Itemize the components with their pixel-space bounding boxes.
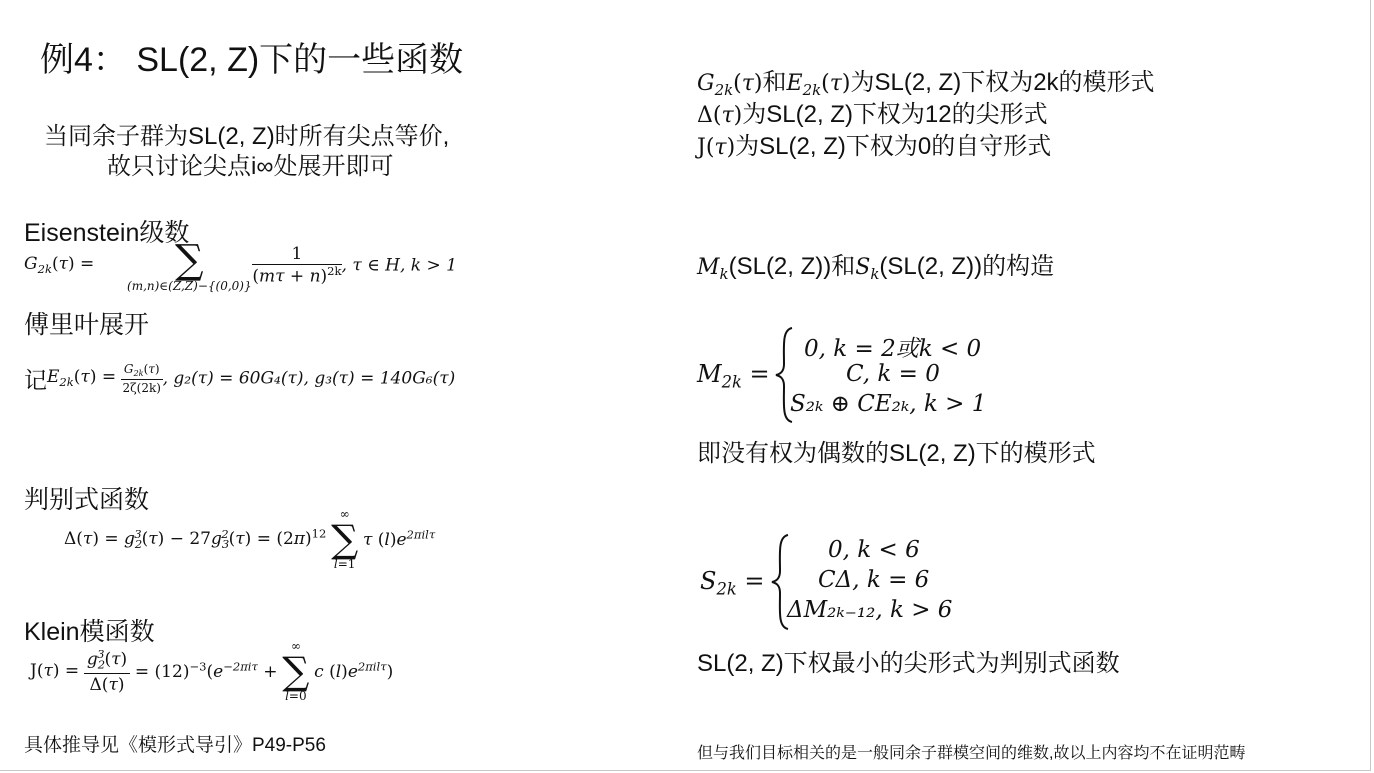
- construction-tail: (SL(2, Z))的构造: [879, 253, 1055, 280]
- klein-formula: J(τ) = $\frac{g_2^3(\tau)}{\Delta(\tau)}$ = $(12)^{-3}(e^{-2\pi i\tau}$ + ∞ ∑ l=0 c $(l)e^{2\pi il\tau}$): [30, 639, 394, 703]
- eisenstein-formula: $G_{2k}(\tau)$ = ∑ (m,n)∈(Z,Z)−{(0,0)} $\frac{1}{(m\tau + n)^{2k}}$ , τ ∈ H, k > 1: [24, 237, 457, 293]
- construction-heading: $M_k(SL(2$, Z))和$S_k(SL(2$, Z))的构造: [697, 253, 1055, 284]
- reference-note: 具体推导见《模形式导引》P49-P56: [24, 735, 326, 756]
- construction-mid: (SL(2, Z))和: [728, 253, 856, 280]
- right-line-1-mid: 和: [762, 69, 787, 96]
- m2k-case-3: S₂ₖ ⊕ CE₂ₖ, k > 1: [790, 391, 987, 417]
- eisenstein-heading: Eisenstein级数: [24, 219, 190, 247]
- right-line-3: J(τ)为SL(2, Z)下权为0的自守形式: [697, 133, 1052, 160]
- notation-formula: 记$E_{2k}(\tau)$ = $\frac{G_{2k}(\tau)}{2\zeta(2k)}$ , g₂(τ) = 60G₄(τ), g₃(τ) = 140G₆(τ): [24, 362, 456, 395]
- right-line-1-tail: 为SL(2, Z)下权为2k的模形式: [850, 69, 1155, 96]
- eisenstein-sum-limit: (m,n)∈(Z,Z)−{(0,0)}: [127, 279, 252, 293]
- s2k-note: SL(2, Z)下权最小的尖形式为判别式函数: [697, 650, 1120, 677]
- m2k-case-1: 0, k = 2或k < 0: [804, 336, 982, 362]
- discriminant-heading: 判别式函数: [24, 486, 150, 514]
- slide-title: 例4： SL(2, Z)下的一些函数: [40, 41, 464, 79]
- s2k-case-3: ΔM₂ₖ₋₁₂, k > 6: [787, 597, 953, 623]
- discriminant-formula: $\Delta(\tau) = g_2^3(\tau) - 27g_3^2(\tau) = (2\pi)^{12}$ ∞ ∑ l=1 τ $(l)e^{2\pi il\tau}$: [64, 507, 436, 571]
- right-line-2-tail: 为SL(2, Z)下权为12的尖形式: [742, 101, 1048, 128]
- right-line-2: Δ(τ)为SL(2, Z)下权为12的尖形式: [697, 101, 1048, 128]
- m2k-note: 即没有权为偶数的SL(2, Z)下的模形式: [697, 440, 1096, 467]
- notation-prefix: 记: [24, 367, 47, 393]
- right-line-1: $G_{2k}(\tau)$和$E_{2k}(\tau)$为SL(2, Z)下权为2k的模形式: [697, 69, 1155, 100]
- eisenstein-condition: , τ ∈ H, k > 1: [341, 255, 457, 276]
- klein-heading: Klein模函数: [24, 618, 155, 646]
- m2k-case-2: C, k = 0: [846, 361, 940, 387]
- right-line-3-tail: 为SL(2, Z)下权为0的自守形式: [735, 133, 1052, 160]
- fourier-heading: 傅里叶展开: [24, 311, 150, 339]
- notation-tail: , g₂(τ) = 60G₄(τ), g₃(τ) = 140G₆(τ): [162, 368, 456, 389]
- m2k-label: $M_{2k}$ =: [697, 360, 770, 392]
- s2k-label: $S_{2k}$ =: [700, 567, 765, 599]
- intro-line-2: 故只讨论尖点i∞处展开即可: [107, 153, 394, 180]
- intro-line-1: 当同余子群为SL(2, Z)时所有尖点等价,: [44, 123, 450, 150]
- s2k-case-1: 0, k < 6: [828, 537, 920, 563]
- s2k-case-2: CΔ, k = 6: [818, 567, 930, 593]
- footer-note: 但与我们目标相关的是一般同余子群模空间的维数,故以上内容均不在证明范畴: [697, 745, 1246, 762]
